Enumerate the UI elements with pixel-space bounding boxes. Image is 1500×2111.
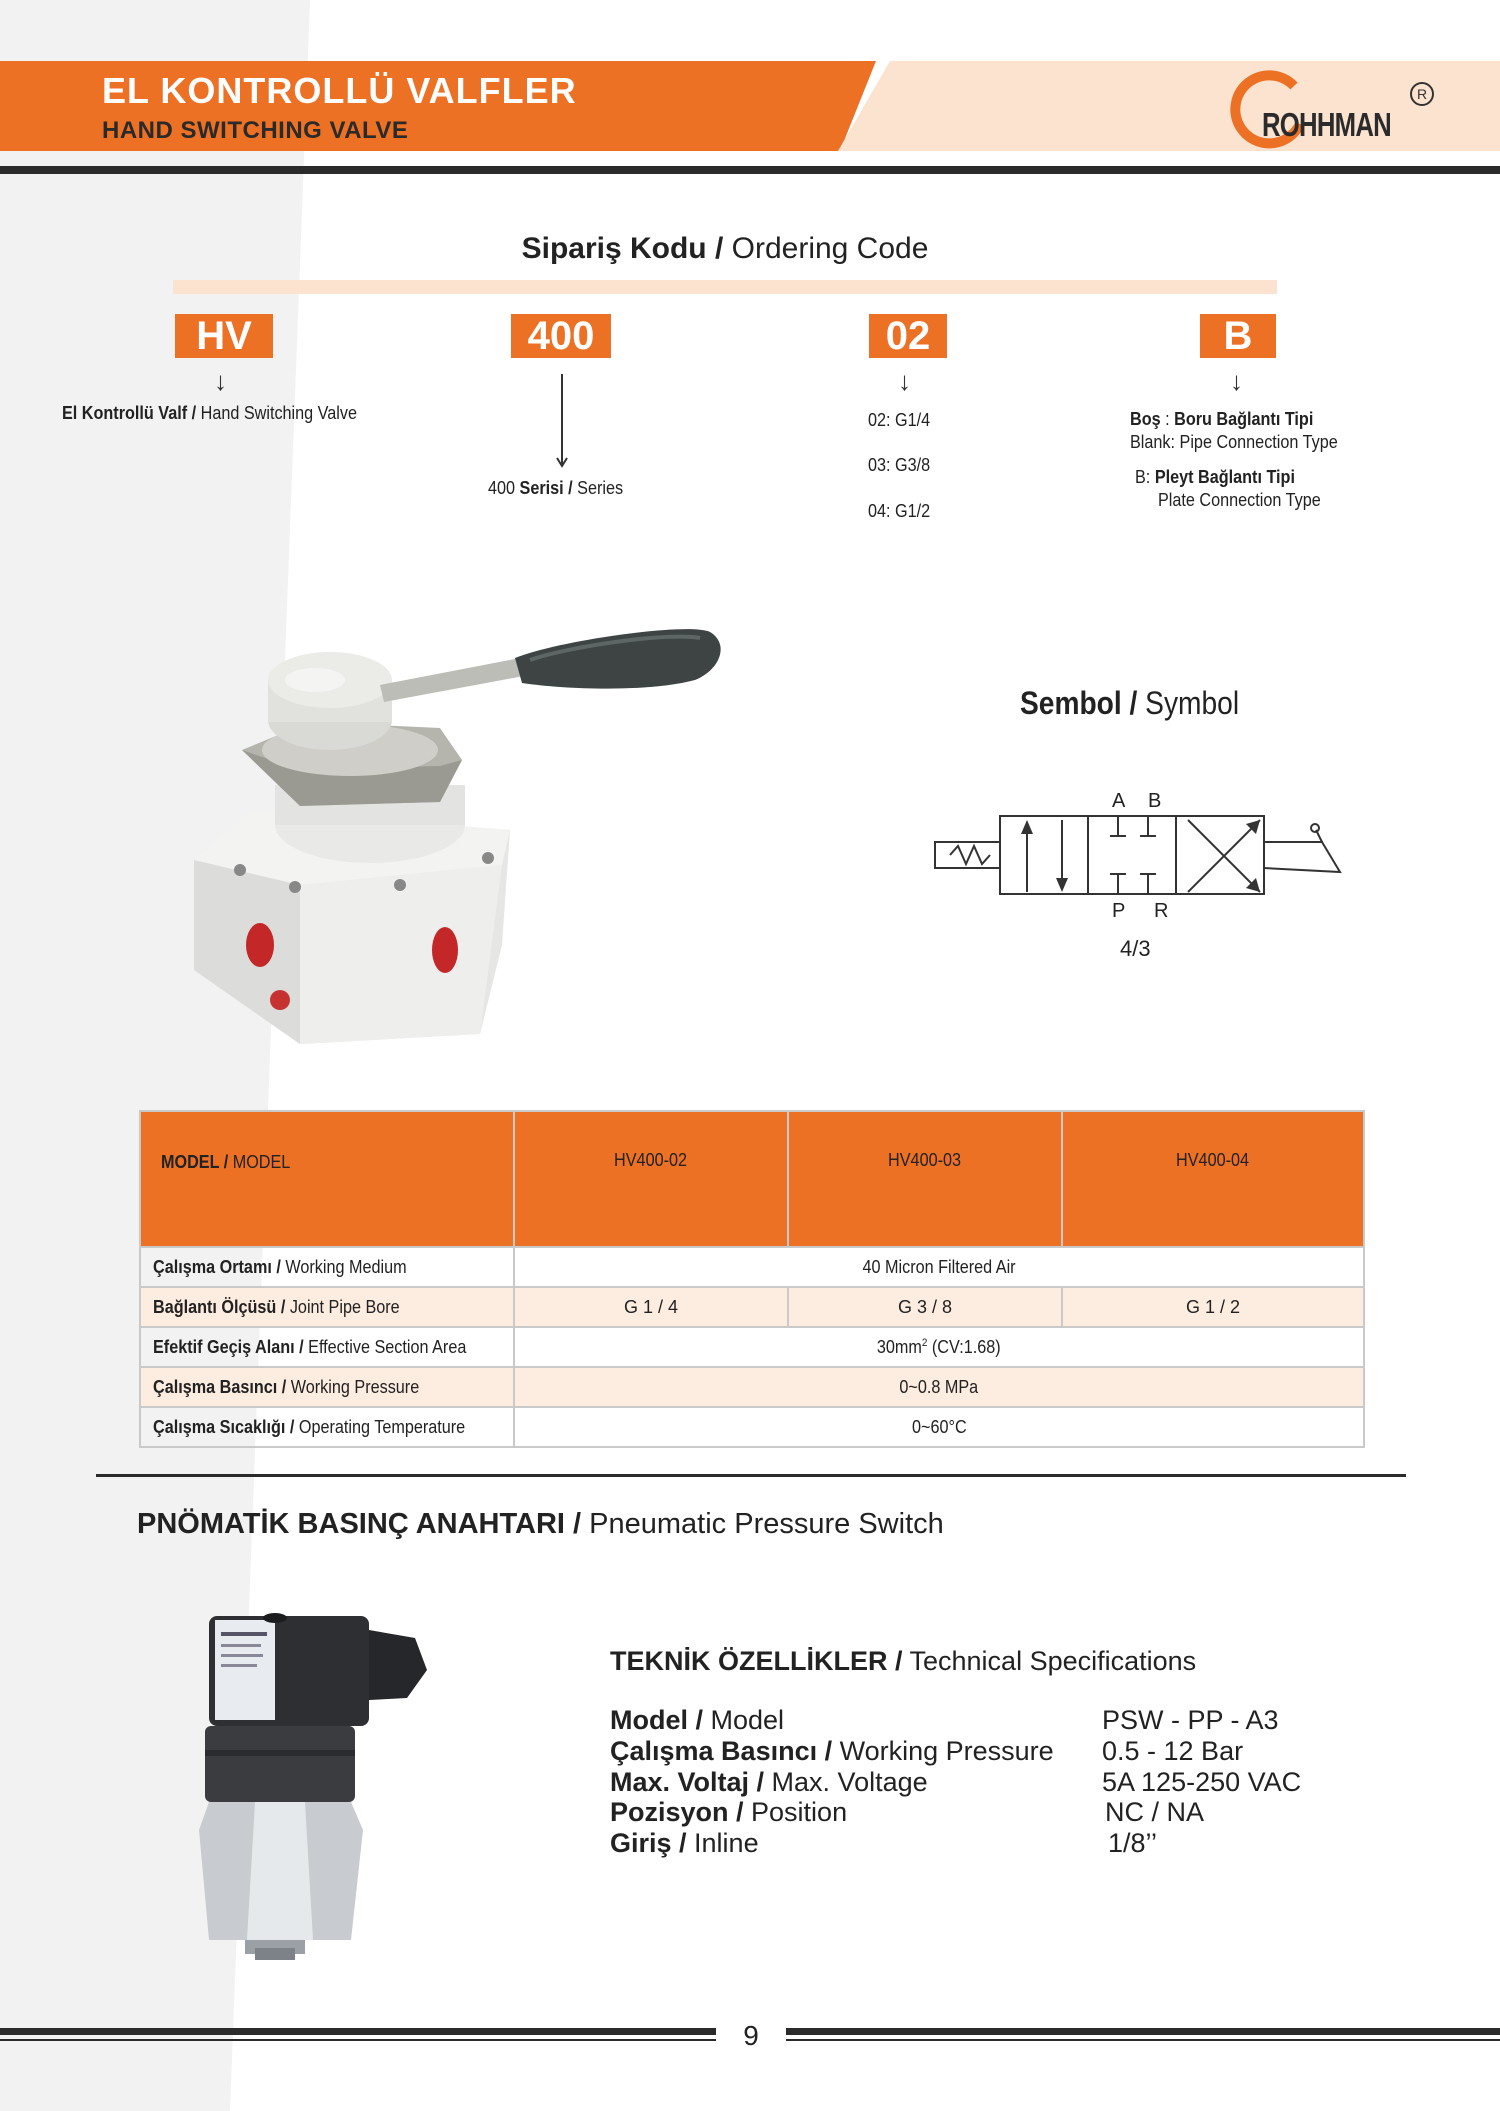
model-col: HV400-03 [788,1111,1062,1247]
spec-table [139,1110,1365,1448]
spec-value: NC / NA [1105,1797,1205,1827]
page-number: 9 [743,2020,759,2051]
port-p-label: P [1112,900,1126,922]
plate-option: B: Pleyt Bağlantı Tipi [1135,467,1295,487]
model-col: HV400-04 [1062,1111,1364,1247]
table-row [140,1367,1364,1407]
table-header-row [140,1111,1364,1247]
model-col: HV400-02 [514,1111,788,1247]
spec-label: Giriş / Inline [610,1828,759,1858]
arrow-down-icon: ↓ [214,366,227,396]
row-value: 40 Micron Filtered Air [514,1247,1364,1287]
spec-value: 1/8’’ [1108,1828,1158,1858]
arrow-down-icon: ↓ [1230,366,1243,396]
brand-logo: ROHHMAN [1262,106,1391,143]
spec-label: Model / Model [610,1705,785,1735]
spec-value: PSW - PP - A3 [1102,1705,1279,1735]
spec-value: 0.5 - 12 Bar [1102,1736,1244,1766]
model-header: MODEL / MODEL [140,1111,514,1247]
size-option: 04: G1/2 [868,501,931,521]
blank-option: Boş : Boru Bağlantı Tipi [1130,409,1314,429]
code-hv: HV [175,314,273,358]
plate-option-en: Plate Connection Type [1158,490,1321,510]
pressure-switch-photo [195,1610,445,1960]
hv-description: El Kontrollü Valf / Hand Switching Valve [62,403,358,423]
symbol-caption: 4/3 [1120,936,1151,961]
row-label: Çalışma Sıcaklığı / Operating Temperature [140,1407,514,1447]
arrow-down-icon: ↓ [898,366,911,396]
row-value: G 3 / 8 [788,1287,1062,1327]
ordering-code-divider [173,280,1277,294]
hand-valve-photo [190,610,740,1050]
spec-value: 5A 125-250 VAC [1102,1767,1302,1797]
registered-mark: R [1410,82,1434,106]
port-a-label: A [1112,790,1126,812]
size-option: 03: G3/8 [868,455,931,475]
row-value: 0~60°C [514,1407,1364,1447]
port-b-label: B [1148,790,1162,812]
table-row [140,1247,1364,1287]
row-value: G 1 / 2 [1062,1287,1364,1327]
series-description: 400 Serisi / Series [488,478,624,498]
row-value: G 1 / 4 [514,1287,788,1327]
symbol-title: Sembol / Symbol [1020,685,1240,721]
row-label: Bağlantı Ölçüsü / Joint Pipe Bore [140,1287,514,1327]
pressure-switch-title: PNÖMATİK BASINÇ ANAHTARI / Pneumatic Pressure Switch [137,1508,944,1540]
row-label: Efektif Geçiş Alanı / Effective Section Area [140,1327,514,1367]
spec-label: Max. Voltaj / Max. Voltage [610,1767,928,1797]
table-row [140,1407,1364,1447]
long-arrow-down-icon [550,372,574,472]
row-label: Çalışma Basıncı / Working Pressure [140,1367,514,1407]
row-label: Çalışma Ortamı / Working Medium [140,1247,514,1287]
blank-option-en: Blank: Pipe Connection Type [1130,432,1338,452]
row-value: 0~0.8 MPa [514,1367,1364,1407]
spec-label: Çalışma Basıncı / Working Pressure [610,1736,1054,1766]
header-title: EL KONTROLLÜ VALFLER [102,70,577,111]
code-b: B [1200,314,1276,358]
table-row [140,1327,1364,1367]
code-400: 400 [511,314,611,358]
header-subtitle: HAND SWITCHING VALVE [102,117,409,144]
size-option: 02: G1/4 [868,410,931,430]
valve-symbol-diagram [930,780,1350,960]
table-row [140,1287,1364,1327]
port-r-label: R [1154,900,1169,922]
spec-label: Pozisyon / Position [610,1797,848,1827]
row-value: $30mm^2$ (CV:1.68) [514,1327,1364,1367]
technical-specs-title: TEKNİK ÖZELLİKLER / Technical Specifications [610,1646,1197,1676]
section-divider [96,1474,1406,1477]
ordering-code-title: Sipariş Kodu / Ordering Code [521,232,929,265]
code-02: 02 [869,314,947,358]
